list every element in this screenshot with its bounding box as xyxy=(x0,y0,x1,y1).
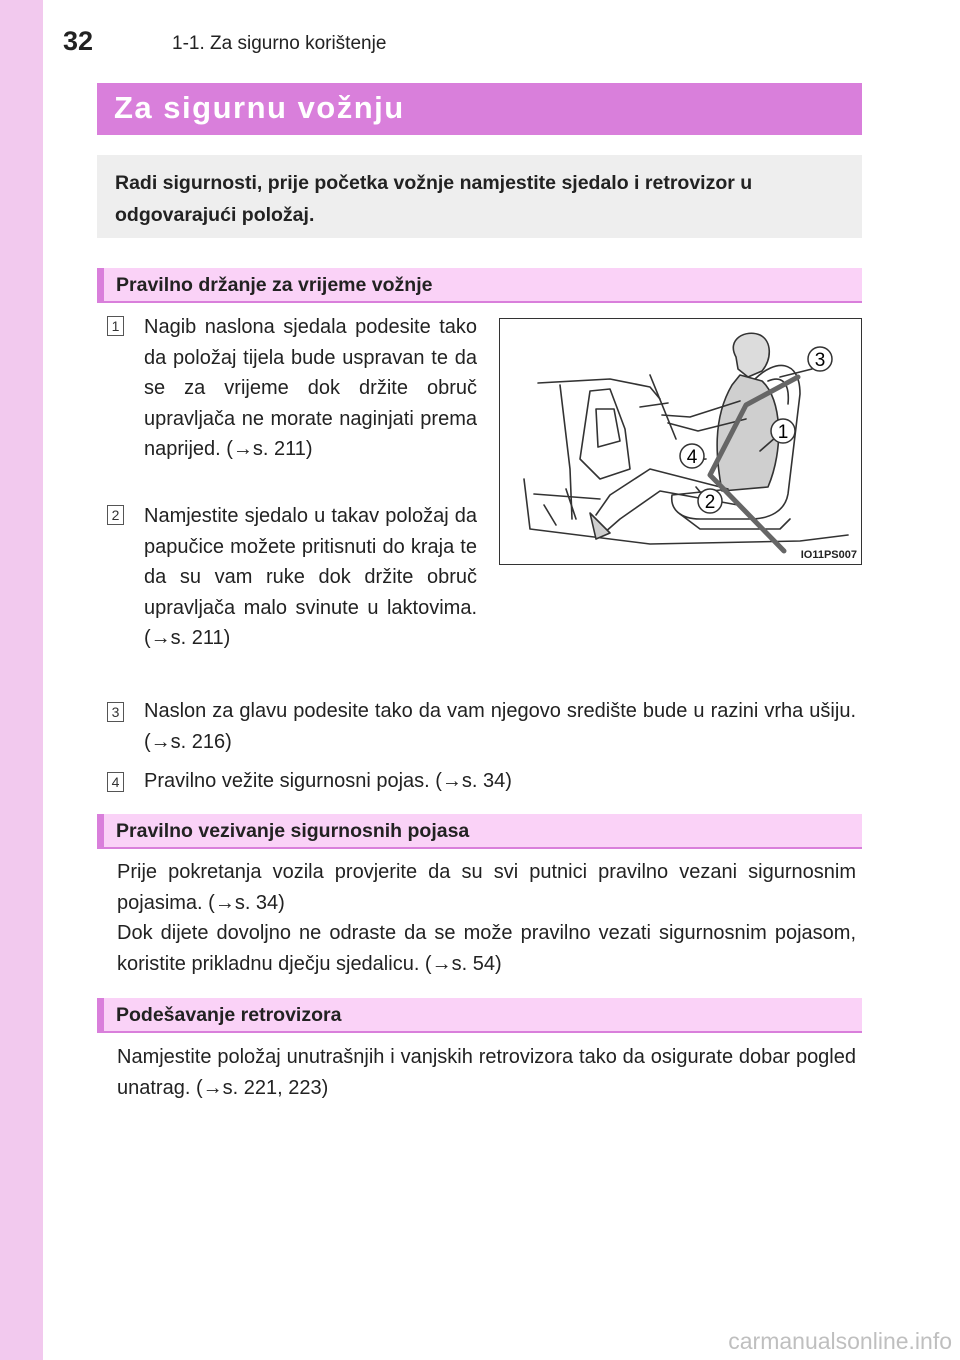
page-number: 32 xyxy=(63,26,94,56)
item-2-text: Namjestite sjedalo u takav položaj da papučice možete pritisnuti do kraja te da su vam ruke dok držite obruč upravljača malo svinute u laktovima. (→s. 211) xyxy=(144,505,477,649)
item-number-badge: 2 xyxy=(107,505,124,525)
subheading-driving-posture xyxy=(97,268,862,303)
page-title: Za sigurnu vožnju xyxy=(114,90,405,125)
callout-3: 3 xyxy=(814,350,826,371)
subheading-text: Podešavanje retrovizora xyxy=(116,1004,342,1026)
mirror-paragraph: Namjestite položaj unutrašnjih i vanjskih retrovizora tako da osigurate dobar pogled unatrag. (→s. 221, 223) xyxy=(117,1046,856,1099)
driving-posture-figure xyxy=(499,318,862,565)
item-1-text: Nagib naslona sjedala podesite tako da položaj tijela bude uspravan te da se za vrijeme dok držite obruč upravljača ne morate naginjati prema naprijed. (→s. 211) xyxy=(144,316,477,460)
item-3-text: Naslon za glavu podesite tako da vam njegovo središte bude u razini vrha ušiju. (→s. 216) xyxy=(144,700,856,753)
subheading-text: Pravilno vezivanje sigurnosnih pojasa xyxy=(116,820,470,842)
side-color-strip xyxy=(0,0,43,1360)
seatbelt-paragraph-1: Prije pokretanja vozila provjerite da su svi putnici pravilno vezani sigurnosnim pojasima. (→s. 34) xyxy=(117,861,856,914)
intro-box xyxy=(97,155,862,238)
item-number-badge: 1 xyxy=(107,316,124,336)
driver-seat-illustration xyxy=(500,319,860,563)
title-bar xyxy=(97,83,862,135)
callout-4: 4 xyxy=(686,447,698,468)
item-4-text: Pravilno vežite sigurnosni pojas. (→s. 34) xyxy=(144,770,512,792)
watermark: carmanualsonline.info xyxy=(728,1328,952,1354)
section-label: 1-1. Za sigurno korištenje xyxy=(172,33,387,54)
item-number-badge: 3 xyxy=(107,702,124,722)
item-number-badge: 4 xyxy=(107,772,124,792)
subheading-mirrors xyxy=(97,998,862,1033)
callout-1: 1 xyxy=(777,422,789,443)
seatbelt-paragraph-2: Dok dijete dovoljno ne odraste da se može pravilno vezati sigurnosnim pojasom, koristite prikladnu dječju sjedalicu. (→s. 54) xyxy=(117,922,856,975)
subheading-seatbelts xyxy=(97,814,862,849)
subheading-text: Pravilno držanje za vrijeme vožnje xyxy=(116,274,433,296)
intro-text: Radi sigurnosti, prije početka vožnje namjestite sjedalo i retrovizor u odgovarajući položaj. xyxy=(115,172,753,226)
callout-2: 2 xyxy=(704,492,716,513)
figure-code: IO11PS007 xyxy=(800,549,857,561)
